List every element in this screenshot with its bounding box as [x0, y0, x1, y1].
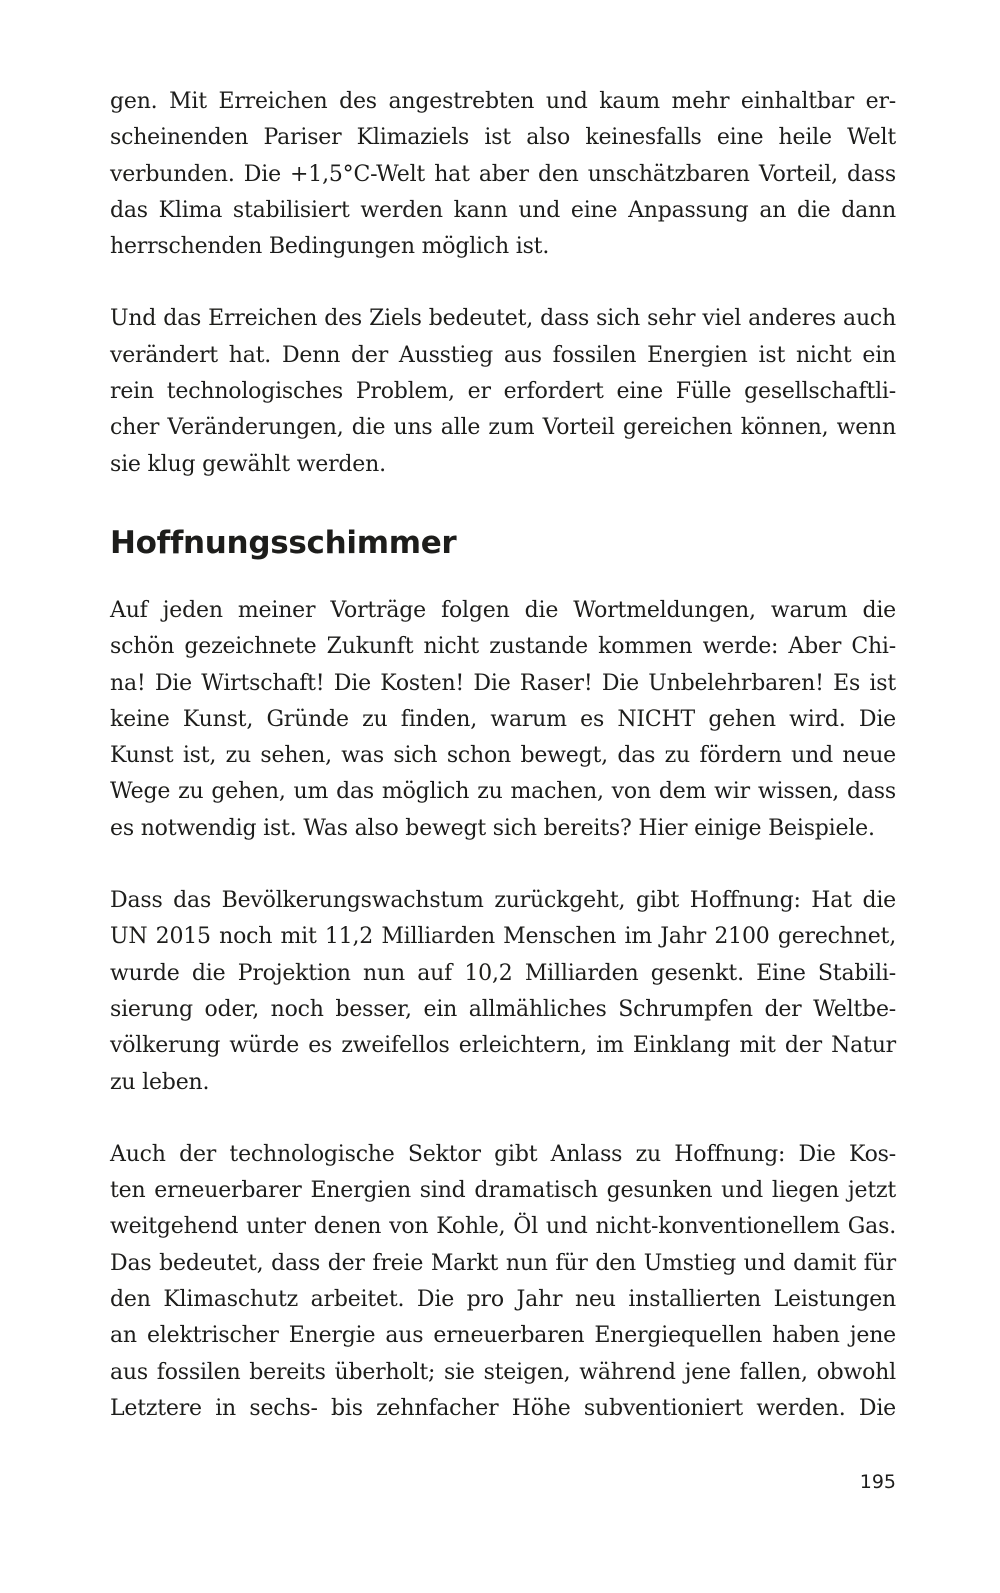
text-line: sierung oder, noch besser, ein allmähliches Schrumpfen der Weltbe-	[110, 996, 896, 1022]
text-line: völkerung würde es zweifellos erleichtern, im Einklang mit der Natur	[110, 1033, 896, 1059]
text-line: verändert hat. Denn der Ausstieg aus fossilen Energien ist nicht ein	[110, 342, 896, 368]
text-line: Kunst ist, zu sehen, was sich schon bewegt, das zu fördern und neue	[110, 743, 896, 769]
text-line: scheinenden Pariser Klimaziels ist also keinesfalls eine heile Welt	[110, 125, 896, 151]
text-line: weitgehend unter denen von Kohle, Öl und nicht-konventionellem Gas.	[110, 1214, 896, 1240]
text-line: den Klimaschutz arbeitet. Die pro Jahr neu installierten Leistungen	[110, 1287, 896, 1313]
text-line: zu leben.	[110, 1069, 210, 1095]
book-page	[110, 84, 896, 1427]
paragraph	[110, 84, 896, 265]
paragraph	[110, 1137, 896, 1427]
text-line: Auf jeden meiner Vorträge folgen die Wortmeldungen, warum die	[110, 597, 896, 623]
text-line: ten erneuerbarer Energien sind dramatisch gesunken und liegen jetzt	[110, 1178, 896, 1204]
text-line: gen. Mit Erreichen des angestrebten und kaum mehr einhaltbar er-	[110, 89, 896, 114]
text-line: es notwendig ist. Was also bewegt sich bereits? Hier einige Beispiele.	[110, 815, 875, 841]
text-line: sie klug gewählt werden.	[110, 451, 386, 477]
text-line: Dass das Bevölkerungswachstum zurückgeht, gibt Hoffnung: Hat die	[110, 888, 896, 914]
text-line: rein technologisches Problem, er erfordert eine Fülle gesellschaftli-	[110, 379, 896, 405]
text-line: Und das Erreichen des Ziels bedeutet, dass sich sehr viel anderes auch	[110, 306, 896, 332]
text-line: aus fossilen bereits überholt; sie steigen, während jene fallen, obwohl	[110, 1359, 896, 1385]
text-line: wurde die Projektion nun auf 10,2 Milliarden gesenkt. Eine Stabili-	[110, 960, 896, 986]
text-line: Auch der technologische Sektor gibt Anlass zu Hoffnung: Die Kos-	[110, 1141, 896, 1167]
text-line: verbunden. Die +1,5°C-Welt hat aber den unschätzbaren Vorteil, dass	[110, 161, 896, 187]
text-line: Wege zu gehen, um das möglich zu machen, von dem wir wissen, dass	[110, 779, 896, 805]
text-line: an elektrischer Energie aus erneuerbaren Energiequellen haben jene	[110, 1323, 896, 1349]
text-line: herrschenden Bedingungen möglich ist.	[110, 234, 550, 260]
paragraph	[110, 593, 896, 847]
text-line: Das bedeutet, dass der freie Markt nun für den Umstieg und damit für	[110, 1250, 896, 1276]
paragraph	[110, 301, 896, 482]
text-line: UN 2015 noch mit 11,2 Milliarden Menschen im Jahr 2100 gerechnet,	[110, 924, 896, 950]
text-line: schön gezeichnete Zukunft nicht zustande kommen werde: Aber Chi-	[110, 634, 896, 660]
text-line: cher Veränderungen, die uns alle zum Vorteil gereichen können, wenn	[110, 415, 896, 441]
paragraph	[110, 883, 896, 1101]
text-line: na! Die Wirtschaft! Die Kosten! Die Raser! Die Unbelehrbaren! Es ist	[110, 670, 896, 696]
section-heading: Hoffnungsschimmer	[110, 524, 457, 561]
text-line: Letztere in sechs- bis zehnfacher Höhe subventioniert werden. Die	[110, 1395, 896, 1421]
text-line: keine Kunst, Gründe zu finden, warum es NICHT gehen wird. Die	[110, 706, 896, 732]
page-number: 195	[859, 1471, 896, 1493]
text-line: das Klima stabilisiert werden kann und eine Anpassung an die dann	[110, 197, 896, 223]
